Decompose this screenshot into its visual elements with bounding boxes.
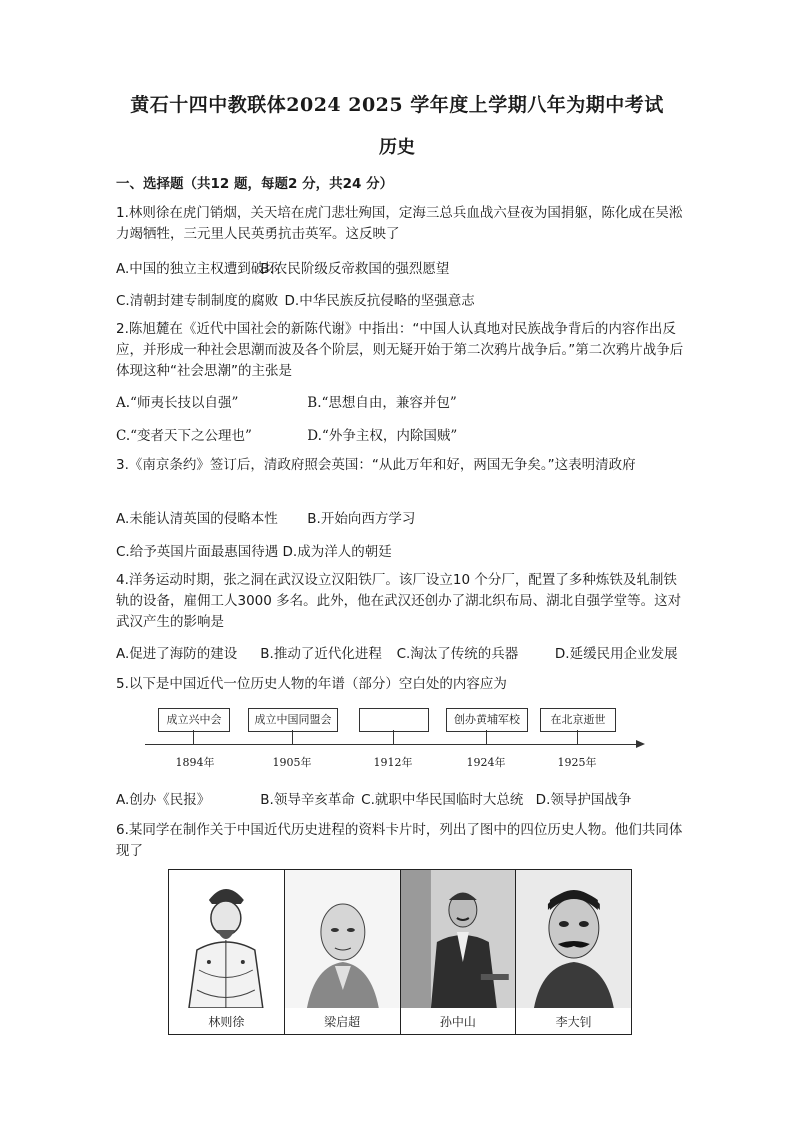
q4-option-a[interactable]: A.促进了海防的建设 — [116, 646, 238, 662]
question-2-options-row1 — [116, 391, 696, 411]
question-1-options-row1 — [116, 257, 696, 277]
question-1-options-row2 — [116, 289, 696, 309]
question-4-options — [116, 642, 696, 662]
portrait-caption: 梁启超 — [324, 1015, 361, 1029]
timeline-year: 1924年 — [466, 756, 506, 769]
timeline-year: 1912年 — [373, 756, 413, 769]
timeline-event-1912-blank — [359, 708, 429, 732]
q3-option-a[interactable]: A.未能认清英国的侵略本性 — [116, 511, 278, 527]
q5-option-a[interactable]: A.创办《民报》 — [116, 792, 211, 808]
question-5-options — [116, 788, 696, 808]
page-title: 黄石十四中教联体2024 2025 学年度上学期八年为期中考试 — [130, 94, 664, 116]
question-4-stem: 4.洋务运动时期，张之洞在武汉设立汉阳铁厂。该厂设立10 个分厂，配置了多种炼铁及轧制铁轨的设备，雇佣工人3000 多名。此外，他在武汉还创办了湖北织布局、湖北自强学堂等。这对武汉产生的影响是 — [116, 572, 682, 630]
q4-option-c[interactable]: C.淘汰了传统的兵器 — [396, 646, 519, 662]
q2-option-b[interactable]: B.“思想自由，兼容并包” — [307, 395, 457, 411]
section-heading: 一、选择题（共12 题，每题2 分，共24 分） — [116, 176, 394, 192]
q5-option-b[interactable]: B.领导辛亥革命 — [260, 792, 355, 808]
portrait-lin-zexu — [169, 870, 285, 1034]
timeline-event-1905: 成立中国同盟会 — [248, 708, 338, 732]
question-1-stem: 1.林则徐在虎门销烟，关天培在虎门悲壮殉国，定海三总兵血战六昼夜为国捐躯，陈化成在吴淞力竭牺牲，三元里人民英勇抗击英军。这反映了 — [116, 205, 683, 242]
timeline-tick — [393, 730, 394, 744]
mustached-man-portrait-icon — [516, 870, 631, 1008]
subject-title: 历史 — [379, 137, 415, 158]
portrait-sun-yat-sen — [401, 870, 517, 1034]
portrait-liang-qichao — [285, 870, 401, 1034]
bald-man-portrait-icon — [285, 870, 400, 1008]
timeline-tick — [292, 730, 293, 744]
chronology-timeline — [140, 702, 650, 772]
question-3-options-row1 — [116, 507, 696, 527]
question-2-options-row2 — [116, 424, 696, 444]
q5-option-d[interactable]: D.领导护国战争 — [535, 792, 632, 808]
q5-option-c[interactable]: C.就职中华民国临时大总统 — [361, 792, 524, 808]
timeline-event-1894: 成立兴中会 — [158, 708, 230, 732]
seated-man-suit-portrait-icon — [401, 870, 516, 1008]
timeline-event-1924: 创办黄埔军校 — [446, 708, 528, 732]
timeline-year: 1894年 — [175, 756, 215, 769]
timeline-event-1925: 在北京逝世 — [540, 708, 616, 732]
question-5-stem: 5.以下是中国近代一位历史人物的年谱（部分）空白处的内容应为 — [116, 676, 507, 692]
q4-option-d[interactable]: D.延缓民用企业发展 — [554, 646, 678, 662]
q3-option-b[interactable]: B.开始向西方学习 — [307, 511, 416, 527]
portrait-caption: 孙中山 — [439, 1015, 476, 1029]
historical-figures-image — [168, 869, 632, 1035]
timeline-axis — [145, 744, 640, 745]
question-3-stem: 3.《南京条约》签订后，清政府照会英国：“从此万年和好，两国无争矣。”这表明清政府 — [116, 457, 636, 473]
question-6-stem: 6.某同学在制作关于中国近代历史进程的资料卡片时，列出了图中的四位历史人物。他们共同体现了 — [116, 822, 683, 859]
timeline-tick — [577, 730, 578, 744]
timeline-tick — [486, 730, 487, 744]
question-2-stem: 2.陈旭麓在《近代中国社会的新陈代谢》中指出：“中国人认真地对民族战争背后的内容作出反应，并形成一种社会思潮而波及各个阶层，则无疑开始于第二次鸦片战争后。”第二次鸦片战争后体现这种“社会思潮”的主张是 — [116, 321, 684, 379]
q2-option-a[interactable]: A.“师夷长技以自强” — [116, 395, 239, 411]
timeline-arrow-icon — [636, 740, 645, 748]
q1-option-c[interactable]: C.清朝封建专制制度的腐败 — [116, 293, 279, 309]
question-3-options-row2 — [116, 540, 696, 560]
qing-official-portrait-icon — [169, 870, 284, 1008]
q1-option-a[interactable]: A.中国的独立主权遭到破坏 — [116, 261, 278, 277]
q3-option-d[interactable]: D.成为洋人的朝廷 — [282, 544, 392, 560]
timeline-year: 1925年 — [557, 756, 597, 769]
q4-option-b[interactable]: B.推动了近代化进程 — [260, 646, 382, 662]
portrait-caption: 李大钊 — [555, 1015, 592, 1029]
timeline-tick — [193, 730, 194, 744]
portrait-caption: 林则徐 — [208, 1015, 245, 1029]
q3-option-c[interactable]: C.给予英国片面最惠国待遇 — [116, 544, 279, 560]
q1-option-d[interactable]: D.中华民族反抗侵略的坚强意志 — [284, 293, 475, 309]
q2-option-d[interactable]: D.“外争主权，内除国贼” — [307, 428, 458, 444]
portrait-li-dazhao — [516, 870, 631, 1034]
q1-option-b[interactable]: B.农民阶级反帝救国的强烈愿望 — [260, 261, 450, 277]
q2-option-c[interactable]: C.“变者天下之公理也” — [116, 428, 252, 444]
timeline-year: 1905年 — [272, 756, 312, 769]
